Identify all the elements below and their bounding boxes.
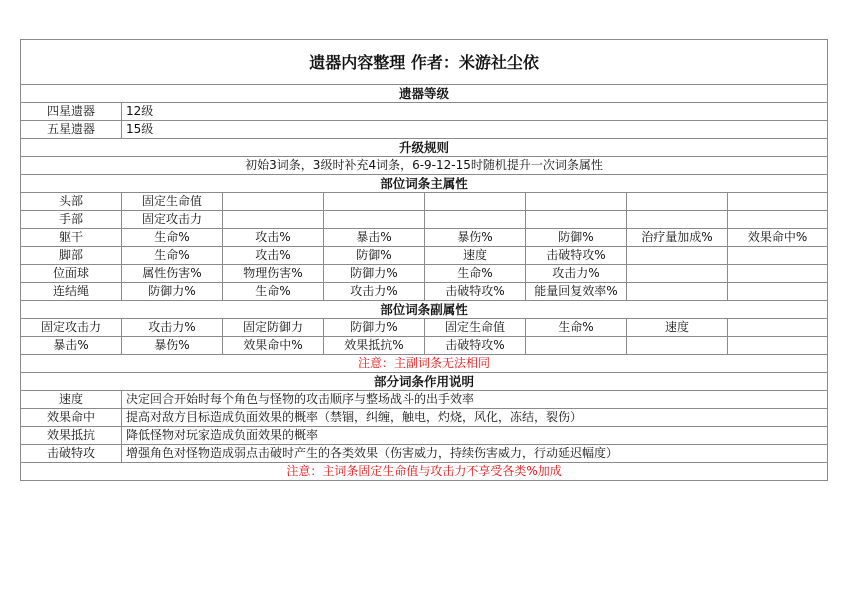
part-label: 脚部 xyxy=(21,247,122,265)
sub-stat-row xyxy=(21,319,828,337)
stat-cell: 攻击力% xyxy=(122,319,223,337)
part-label: 头部 xyxy=(21,193,122,211)
stat-cell xyxy=(627,283,728,301)
stat-cell xyxy=(425,211,526,229)
description-text: 决定回合开始时每个角色与怪物的攻击顺序与整场战斗的出手效率 xyxy=(122,391,828,409)
section-row xyxy=(21,139,828,157)
sub-stat-note: 注意：主副词条无法相同 xyxy=(21,355,828,373)
stat-cell: 暴伤% xyxy=(122,337,223,355)
section-row xyxy=(21,301,828,319)
upgrade-rule-text: 初始3词条，3级时补充4词条，6-9-12-15时随机提升一次词条属性 xyxy=(21,157,828,175)
part-label: 手部 xyxy=(21,211,122,229)
stat-cell: 生命% xyxy=(122,229,223,247)
main-stat-note: 注意：主词条固定生命值与攻击力不享受各类%加成 xyxy=(21,463,828,481)
stat-cell: 治疗量加成% xyxy=(627,229,728,247)
description-label: 效果抵抗 xyxy=(21,427,122,445)
stat-cell: 效果命中% xyxy=(728,229,828,247)
description-label: 速度 xyxy=(21,391,122,409)
stat-cell: 速度 xyxy=(627,319,728,337)
title-row xyxy=(21,40,828,85)
description-row xyxy=(21,409,828,427)
stat-cell: 能量回复效率% xyxy=(526,283,627,301)
stat-cell xyxy=(324,193,425,211)
description-label: 效果命中 xyxy=(21,409,122,427)
level-value: 12级 xyxy=(122,103,828,121)
stat-cell xyxy=(728,319,828,337)
stat-cell: 固定防御力 xyxy=(223,319,324,337)
description-row xyxy=(21,427,828,445)
stat-cell xyxy=(627,193,728,211)
stat-cell: 击破特攻% xyxy=(425,337,526,355)
main-stat-row xyxy=(21,211,828,229)
level-label: 五星遗器 xyxy=(21,121,122,139)
stat-cell: 击破特攻% xyxy=(425,283,526,301)
stat-cell xyxy=(627,211,728,229)
stat-cell xyxy=(223,211,324,229)
stat-cell xyxy=(526,211,627,229)
level-value: 15级 xyxy=(122,121,828,139)
part-label: 连结绳 xyxy=(21,283,122,301)
part-label: 位面球 xyxy=(21,265,122,283)
stat-cell xyxy=(627,247,728,265)
section-row xyxy=(21,175,828,193)
stat-cell: 固定生命值 xyxy=(425,319,526,337)
stat-cell xyxy=(627,337,728,355)
stat-cell: 属性伤害% xyxy=(122,265,223,283)
page-title: 遗器内容整理 作者：米游社尘依 xyxy=(21,40,828,85)
table-row xyxy=(21,121,828,139)
stat-cell: 生命% xyxy=(122,247,223,265)
main-stat-row xyxy=(21,283,828,301)
stat-cell: 防御% xyxy=(324,247,425,265)
description-text: 提高对敌方目标造成负面效果的概率（禁锢，纠缠，触电，灼烧，风化，冻结，裂伤） xyxy=(122,409,828,427)
section-header-main-stats: 部位词条主属性 xyxy=(21,175,828,193)
note-row xyxy=(21,355,828,373)
main-stat-row xyxy=(21,229,828,247)
stat-cell xyxy=(425,193,526,211)
stat-cell xyxy=(627,265,728,283)
relic-table xyxy=(20,39,828,481)
section-header-descriptions: 部分词条作用说明 xyxy=(21,373,828,391)
stat-cell: 生命% xyxy=(425,265,526,283)
stat-cell xyxy=(223,193,324,211)
section-header-upgrade: 升级规则 xyxy=(21,139,828,157)
stat-cell: 防御力% xyxy=(324,319,425,337)
stat-cell: 攻击力% xyxy=(526,265,627,283)
stat-cell: 攻击力% xyxy=(324,283,425,301)
stat-cell: 防御% xyxy=(526,229,627,247)
stat-cell: 固定攻击力 xyxy=(21,319,122,337)
stat-cell: 暴击% xyxy=(21,337,122,355)
stat-cell xyxy=(728,193,828,211)
description-row xyxy=(21,445,828,463)
part-label: 躯干 xyxy=(21,229,122,247)
stat-cell xyxy=(728,211,828,229)
description-text: 增强角色对怪物造成弱点击破时产生的各类效果（伤害威力，持续伤害威力，行动延迟幅度） xyxy=(122,445,828,463)
stat-cell xyxy=(728,337,828,355)
stat-cell xyxy=(728,265,828,283)
stat-cell: 效果抵抗% xyxy=(324,337,425,355)
stat-cell xyxy=(728,247,828,265)
main-stat-row xyxy=(21,265,828,283)
description-row xyxy=(21,391,828,409)
stat-cell: 速度 xyxy=(425,247,526,265)
section-row xyxy=(21,85,828,103)
level-label: 四星遗器 xyxy=(21,103,122,121)
stat-cell xyxy=(324,211,425,229)
stat-cell: 防御力% xyxy=(324,265,425,283)
stat-cell: 防御力% xyxy=(122,283,223,301)
stat-cell: 击破特攻% xyxy=(526,247,627,265)
stat-cell: 效果命中% xyxy=(223,337,324,355)
stat-cell: 攻击% xyxy=(223,247,324,265)
description-text: 降低怪物对玩家造成负面效果的概率 xyxy=(122,427,828,445)
section-row xyxy=(21,373,828,391)
stat-cell: 攻击% xyxy=(223,229,324,247)
stat-cell: 暴伤% xyxy=(425,229,526,247)
main-stat-row xyxy=(21,247,828,265)
stat-cell: 物理伤害% xyxy=(223,265,324,283)
stat-cell xyxy=(526,337,627,355)
stat-cell: 固定生命值 xyxy=(122,193,223,211)
stat-cell xyxy=(728,283,828,301)
section-header-sub-stats: 部位词条副属性 xyxy=(21,301,828,319)
stat-cell xyxy=(526,193,627,211)
description-label: 击破特攻 xyxy=(21,445,122,463)
table-row xyxy=(21,103,828,121)
stat-cell: 生命% xyxy=(526,319,627,337)
table-row xyxy=(21,157,828,175)
stat-cell: 生命% xyxy=(223,283,324,301)
note-row xyxy=(21,463,828,481)
main-stat-row xyxy=(21,193,828,211)
section-header-level: 遗器等级 xyxy=(21,85,828,103)
stat-cell: 暴击% xyxy=(324,229,425,247)
stat-cell: 固定攻击力 xyxy=(122,211,223,229)
sub-stat-row xyxy=(21,337,828,355)
